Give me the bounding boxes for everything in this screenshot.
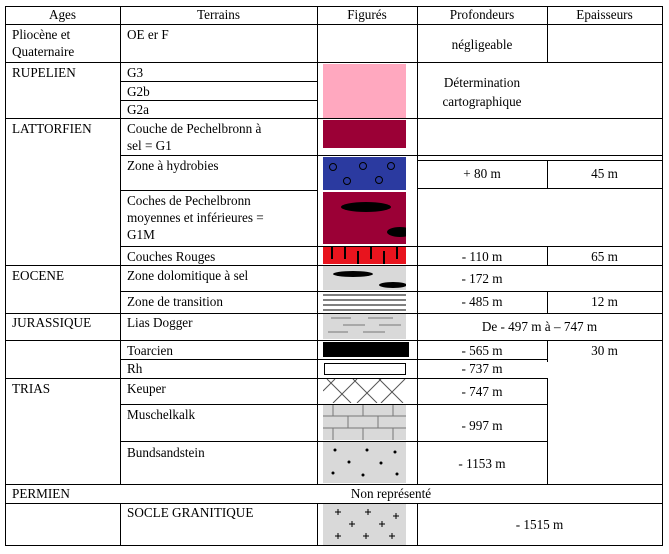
swatch-dolomitique: [323, 266, 406, 290]
swatch-couches-rouges: [323, 247, 406, 264]
terrain-dolomitique: Zone dolomitique à sel: [127, 268, 249, 283]
terrain-coches-line2: moyennes et inférieures =: [127, 210, 264, 225]
age-rupelien: RUPELIEN: [12, 65, 76, 80]
age-trias: TRIAS: [12, 381, 51, 396]
terrain-transition: Zone de transition: [127, 294, 223, 309]
age-pliocene-line1: Pliocène et: [12, 27, 71, 42]
profondeur-keuper: - 747 m: [461, 384, 503, 399]
terrain-coches-line3: G1M: [127, 227, 155, 242]
swatch-socle-granitique: [323, 504, 406, 545]
profondeur-couches-rouges: - 110 m: [461, 249, 503, 264]
terrain-hydrobies: Zone à hydrobies: [127, 158, 219, 173]
swatch-coches-g1m: [323, 192, 406, 244]
profondeur-rh: - 737 m: [461, 361, 503, 376]
age-permien: PERMIEN: [12, 486, 70, 501]
profondeur-negligeable: négligeable: [451, 37, 513, 52]
terrain-muschelkalk: Muschelkalk: [127, 407, 196, 422]
terrain-coches-line1: Coches de Pechelbronn: [127, 193, 251, 208]
terrain-socle: SOCLE GRANITIQUE: [127, 505, 254, 520]
age-jurassique: JURASSIQUE: [12, 315, 92, 330]
swatch-hydrobies: [323, 157, 406, 190]
epaisseur-couches-rouges: 65 m: [591, 249, 618, 264]
swatch-keuper: [323, 379, 406, 403]
epaisseur-hydrobies: 45 m: [591, 166, 618, 181]
terrain-oe: OE er F: [127, 27, 169, 42]
profondeur-muschelkalk: - 997 m: [461, 418, 503, 433]
terrain-bundsandstein: Bundsandstein: [127, 445, 205, 460]
profondeur-toarcien: - 565 m: [461, 343, 503, 358]
terrain-non-represente: Non représenté: [350, 486, 432, 501]
header-terrains: Terrains: [196, 7, 240, 22]
profondeur-bundsandstein: - 1153 m: [458, 456, 506, 471]
terrain-g2a: G2a: [127, 102, 149, 117]
terrain-pechelbronn-sel-line1: Couche de Pechelbronn à: [127, 121, 262, 136]
terrain-couches-rouges: Couches Rouges: [127, 249, 216, 264]
swatch-toarcien: [323, 342, 409, 357]
profondeur-determination-line2: cartographique: [442, 94, 522, 109]
swatch-rupelien-pink: [323, 64, 406, 118]
terrain-keuper: Keuper: [127, 381, 166, 396]
swatch-rh: [324, 363, 406, 375]
swatch-transition: [323, 292, 406, 312]
swatch-bundsandstein: [323, 442, 406, 483]
profondeur-lias: De - 497 m à – 747 m: [481, 319, 598, 334]
profondeur-transition: - 485 m: [461, 294, 503, 309]
profondeur-dolomitique: - 172 m: [461, 271, 503, 286]
terrain-g2b: G2b: [127, 84, 150, 99]
profondeur-determination-line1: Détermination: [443, 75, 521, 90]
epaisseur-toarcien: 30 m: [591, 343, 618, 358]
swatch-lias-dogger: [323, 314, 406, 339]
header-figures: Figurés: [347, 7, 387, 22]
terrain-g3: G3: [127, 65, 144, 80]
profondeur-socle: - 1515 m: [515, 517, 564, 532]
swatch-muschelkalk: [323, 405, 406, 440]
age-pliocene-line2: Quaternaire: [12, 44, 75, 59]
terrain-lias: Lias Dogger: [127, 315, 193, 330]
terrain-toarcien: Toarcien: [127, 343, 173, 358]
age-lattorfien: LATTORFIEN: [12, 121, 92, 136]
header-epaisseurs: Epaisseurs: [576, 7, 633, 22]
profondeur-hydrobies: + 80 m: [463, 166, 501, 181]
epaisseur-transition: 12 m: [591, 294, 618, 309]
header-ages: Ages: [48, 7, 77, 22]
header-profondeurs: Profondeurs: [449, 7, 515, 22]
swatch-pechelbronn-sel: [323, 120, 406, 148]
terrain-rh: Rh: [127, 361, 143, 376]
age-eocene: EOCENE: [12, 268, 65, 283]
terrain-pechelbronn-sel-line2: sel = G1: [127, 138, 172, 153]
